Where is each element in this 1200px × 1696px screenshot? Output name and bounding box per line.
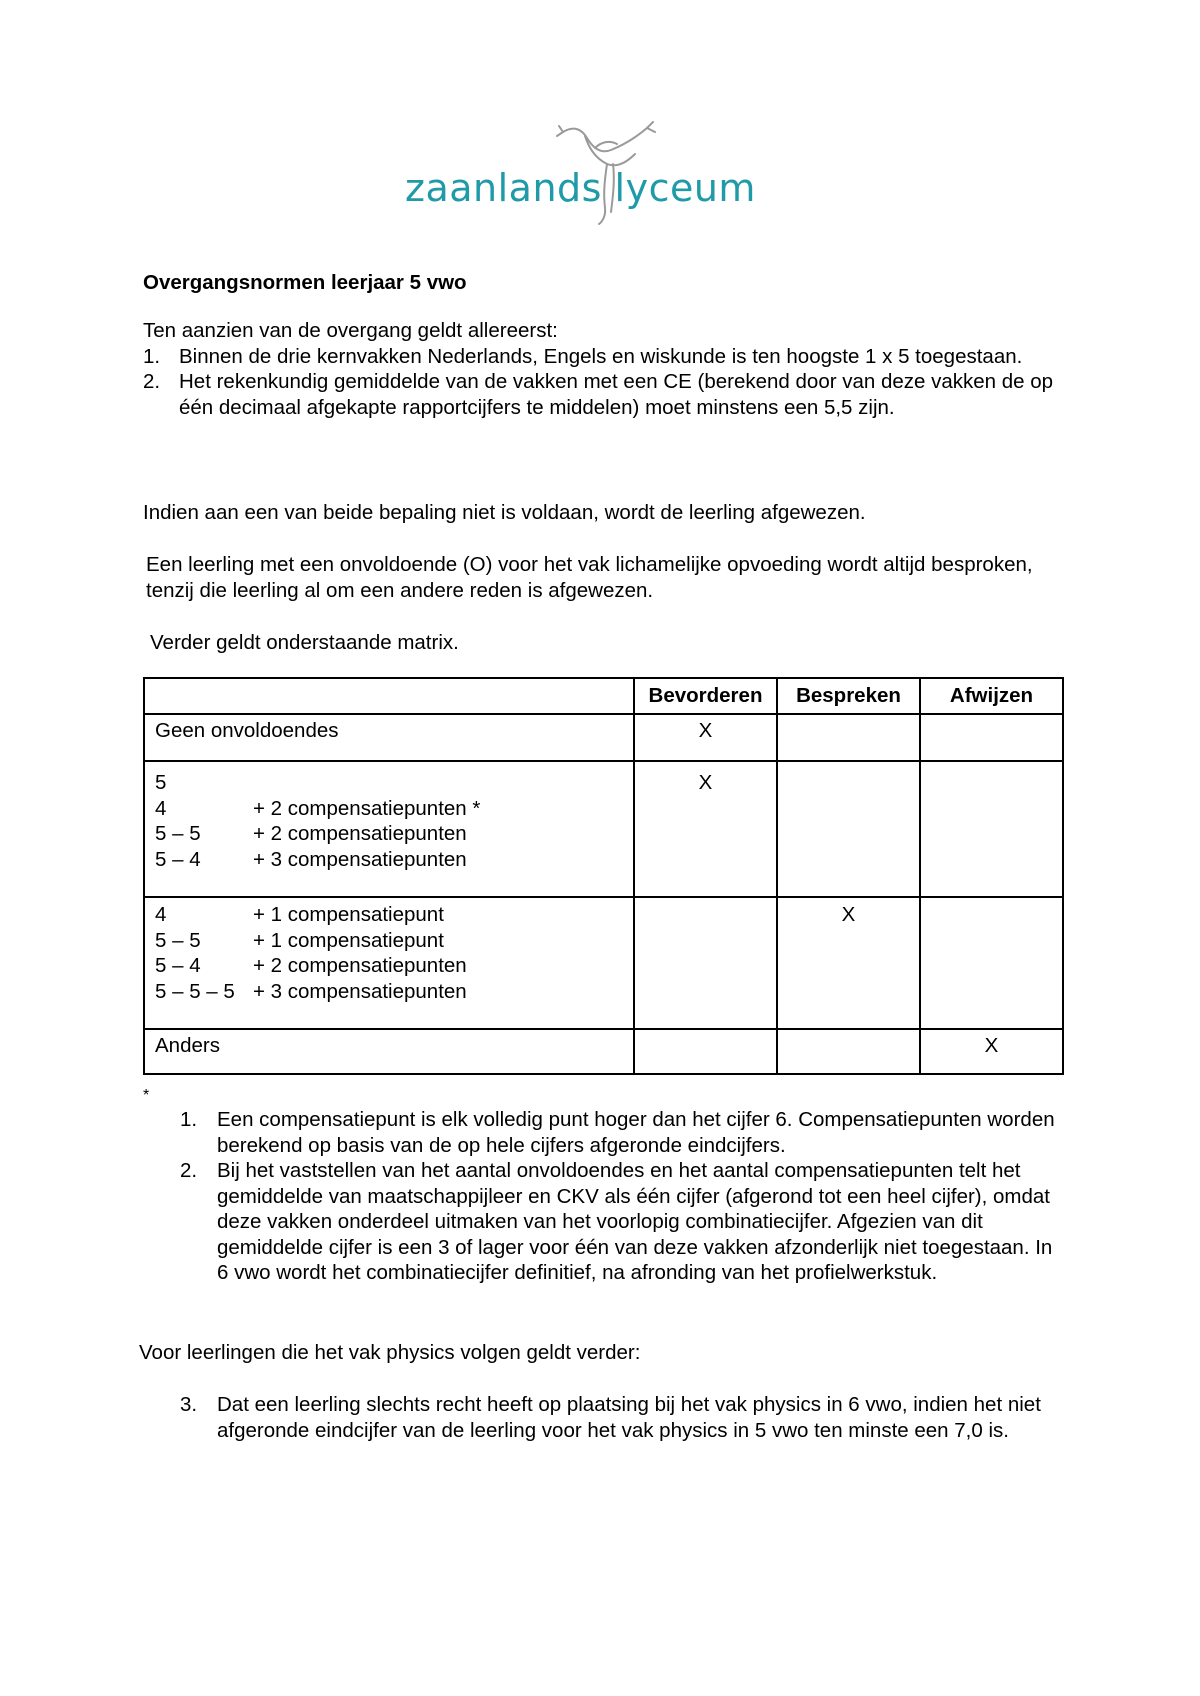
condition-points: + 1 compensatiepunt [253,903,444,926]
list-number: 3. [180,1393,198,1416]
table-row [144,1029,1063,1074]
school-logo [405,118,805,230]
list-text: Het rekenkundig gemiddelde van de vakken met een CE (berekend door van deze vakken de op één decimaal afgekapte rapportcijfers te middelen) moet minstens een 5,5 zijn. [179,370,1054,419]
cell-bevorderen: X [634,714,777,761]
list-text: Dat een leerling slechts recht heeft op plaatsing bij het vak physics in 6 vwo, indien het niet afgeronde eindcijfer van de leerling voor het vak physics in 5 vwo ten minste een 7,0 is. [217,1393,1041,1442]
cell-afwijzen [920,714,1063,761]
table-row [144,897,1063,1029]
condition-points: + 2 compensatiepunten * [253,796,481,820]
header-bevorderen: Bevorderen [634,678,777,714]
condition-points: + 3 compensatiepunten [253,847,467,871]
condition-grades: 5 – 4 [155,847,201,871]
condition-grades: 5 – 5 [155,822,201,845]
list-text: Bij het vaststellen van het aantal onvoldoendes en het aantal compensatiepunten telt het gemiddelde van maatschappijleer en CKV als één cijfer (afgerond tot een heel cijfer), omdat deze vakken onderdeel uitmaken van het voorlopig combinatiecijfer. Afgezien van dit gemiddelde cijfer is een 3 of lager voor één van deze vakken afzonderlijk niet toegestaan. In 6 vwo wordt het combinatiecijfer definitief, na afronding van het profielwerkstuk. [217,1159,1053,1284]
footnote-marker: * [143,1087,150,1104]
page-title: Overgangsnormen leerjaar 5 vwo [143,271,467,294]
cell-bespreken: X [777,897,920,1029]
physics-list [180,1392,1060,1443]
row-condition [144,714,634,761]
condition-line [155,953,623,979]
condition-grades: 4 [155,903,167,926]
cell-bevorderen [634,897,777,1029]
list-number: 2. [143,370,161,393]
list-number: 1. [143,344,161,368]
paragraph-discussed: Een leerling met een onvoldoende (O) voor het vak lichamelijke opvoeding wordt altijd besproken, tenzij die leerling al om een andere reden is afgewezen. [146,553,1033,602]
physics-intro: Voor leerlingen die het vak physics volgen geldt verder: [139,1341,641,1364]
condition-points: + 1 compensatiepunt [253,928,444,952]
list-item [180,1158,1060,1286]
table-row [144,714,1063,761]
cell-bevorderen [634,1029,777,1074]
row-condition [144,897,634,1029]
intro-section [143,318,1063,420]
list-item [180,1392,1060,1443]
list-item [143,344,1063,370]
condition-line [155,979,623,1005]
condition-line [155,770,623,796]
condition-points: + 2 compensatiepunten [253,954,467,977]
footnote-list [180,1107,1060,1286]
list-number: 1. [180,1108,198,1131]
condition-grades: 5 [155,771,167,794]
table-row [144,761,1063,897]
condition-line [155,821,623,847]
paragraph-rejected: Indien aan een van beide bepaling niet is voldaan, wordt de leerling afgewezen. [143,501,866,524]
row-condition [144,761,634,897]
condition-points: + 2 compensatiepunten [253,822,467,845]
condition-grades: 4 [155,796,167,820]
rules-list [143,344,1063,421]
list-text: Een compensatiepunt is elk volledig punt hoger dan het cijfer 6. Compensatiepunten worden berekend op basis van de op hele cijfers afgeronde eindcijfers. [217,1108,1055,1157]
intro-lead: Ten aanzien van de overgang geldt allereerst: [143,319,558,342]
cell-bespreken [777,714,920,761]
list-text: Binnen de drie kernvakken Nederlands, Engels en wiskunde is ten hoogste 1 x 5 toegestaan. [179,344,1023,368]
row-condition [144,1029,634,1074]
condition-points: + 3 compensatiepunten [253,979,467,1003]
cell-bespreken [777,761,920,897]
logo-wordmark: zaanlands lyceum [405,166,756,210]
header-bespreken: Bespreken [777,678,920,714]
condition-grades: 5 – 5 – 5 [155,979,235,1003]
list-item [143,369,1063,420]
cell-afwijzen [920,897,1063,1029]
cell-bevorderen: X [634,761,777,897]
cell-bespreken [777,1029,920,1074]
condition-line [155,928,623,954]
condition-grades: 5 – 4 [155,954,201,977]
condition-line: Anders [155,1034,220,1057]
table-header-row [144,678,1063,714]
promotion-matrix [143,677,1064,1075]
condition-grades: 5 – 5 [155,928,201,952]
header-afwijzen: Afwijzen [920,678,1063,714]
list-number: 2. [180,1159,198,1182]
condition-line: Geen onvoldoendes [155,719,339,742]
condition-line [155,796,623,822]
paragraph-matrix-intro: Verder geldt onderstaande matrix. [150,631,459,654]
header-cell-empty [144,678,634,714]
condition-line [155,902,623,928]
cell-afwijzen: X [920,1029,1063,1074]
cell-afwijzen [920,761,1063,897]
condition-line [155,847,623,873]
list-item [180,1107,1060,1158]
